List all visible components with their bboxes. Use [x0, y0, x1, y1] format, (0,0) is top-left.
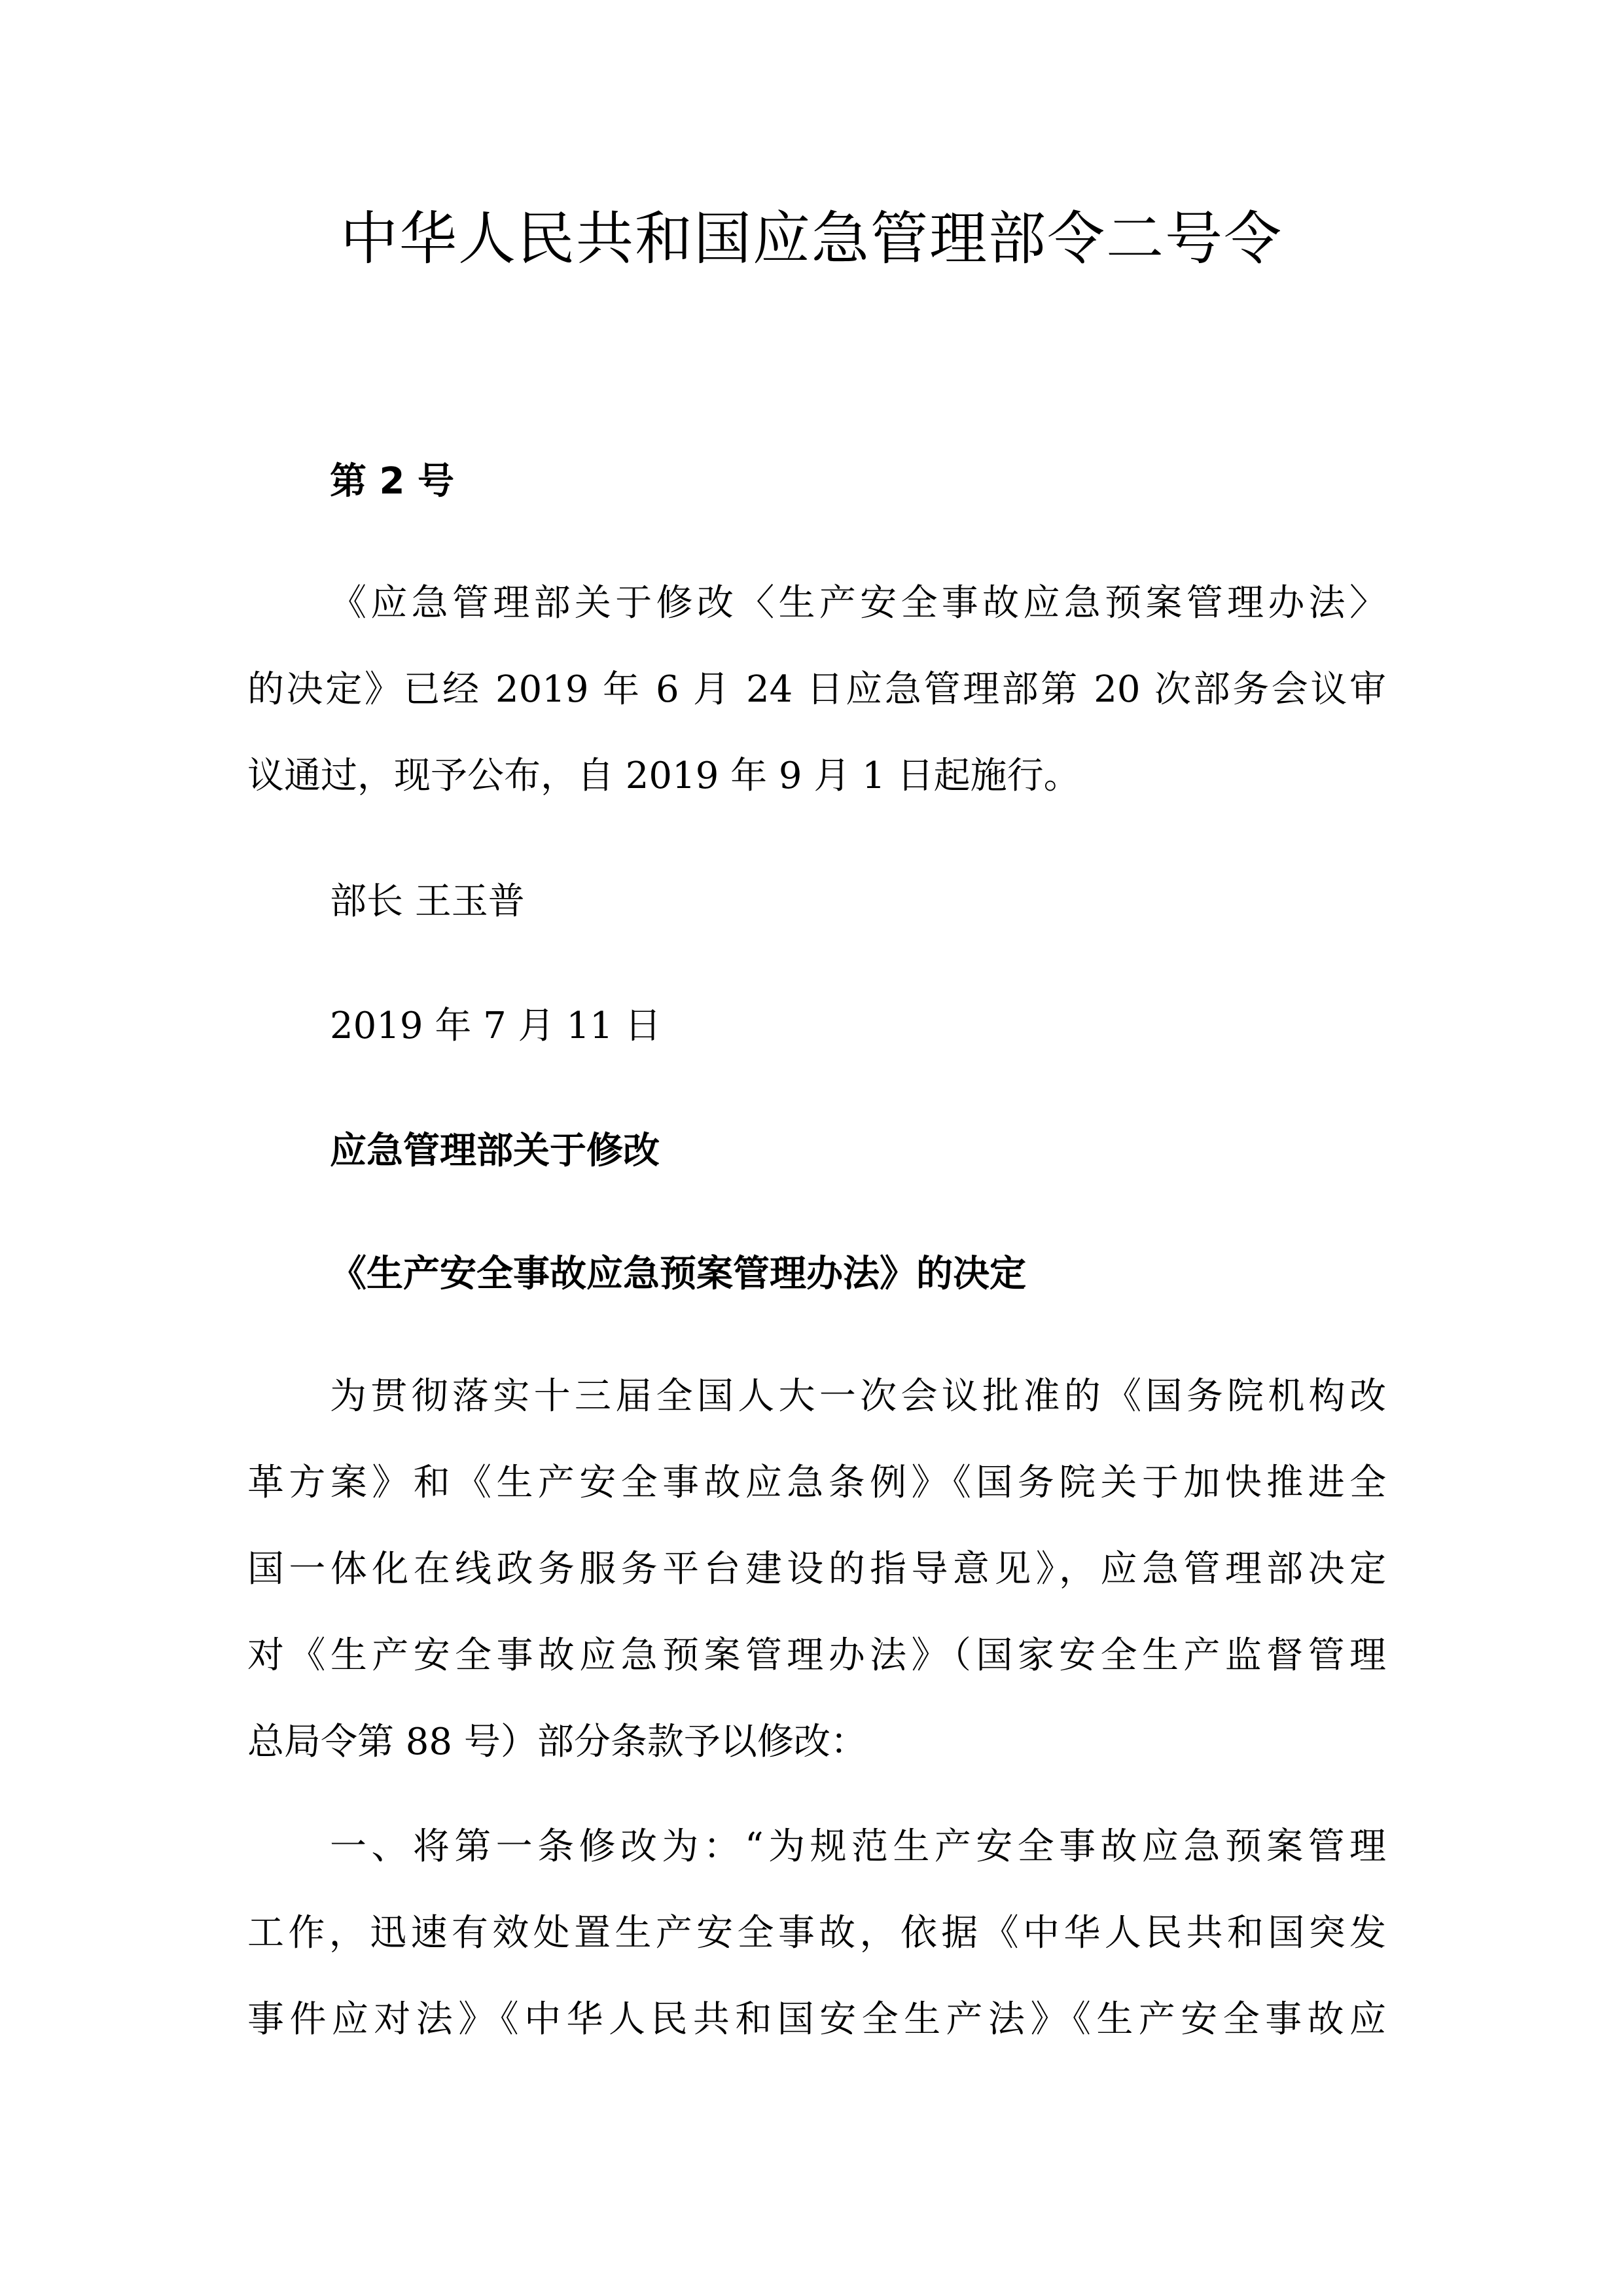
intro-line-2: 革方案》和《生产安全事故应急条例》《国务院关于加快推进全 [247, 1462, 1386, 1504]
issue-date: 2019 年 7 月 11 日 [330, 1005, 662, 1047]
intro-line-3: 国一体化在线政务服务平台建设的指导意见》，应急管理部决定 [247, 1548, 1386, 1590]
announcement-line-2: 的决定》已经 2019 年 6 月 24 日应急管理部第 20 次部务会议审 [247, 668, 1386, 711]
announcement-paragraph [247, 560, 1386, 819]
intro-line-1: 为贯彻落实十三届全国人大一次会议批准的《国务院机构改 [330, 1375, 1386, 1418]
decision-title-line-1: 应急管理部关于修改 [330, 1129, 660, 1172]
intro-line-4: 对《生产安全事故应急预案管理办法》（国家安全生产监督管理 [247, 1634, 1386, 1677]
intro-line-5: 总局令第 88 号）部分条款予以修改： [247, 1721, 867, 1763]
announcement-line-3: 议通过，现予公布，自 2019 年 9 月 1 日起施行。 [247, 755, 1080, 797]
document-title: 中华人民共和国应急管理部令二号令 [340, 205, 1283, 272]
signature: 部长 王玉普 [330, 880, 525, 923]
order-number: 第 2 号 [330, 460, 454, 503]
decision-title-line-2: 《生产安全事故应急预案管理办法》的决定 [330, 1252, 1026, 1295]
item-one-line-2: 工作，迅速有效处置生产安全事故，依据《中华人民共和国突发 [247, 1912, 1386, 1954]
item-one-line-1: 一、将第一条修改为：“为规范生产安全事故应急预案管理 [330, 1825, 1386, 1868]
item-one-line-3: 事件应对法》《中华人民共和国安全生产法》《生产安全事故应 [247, 1998, 1386, 2041]
item-one-paragraph [247, 1804, 1386, 2063]
intro-paragraph [247, 1354, 1386, 1785]
announcement-line-1: 《应急管理部关于修改〈生产安全事故应急预案管理办法〉 [330, 582, 1386, 624]
